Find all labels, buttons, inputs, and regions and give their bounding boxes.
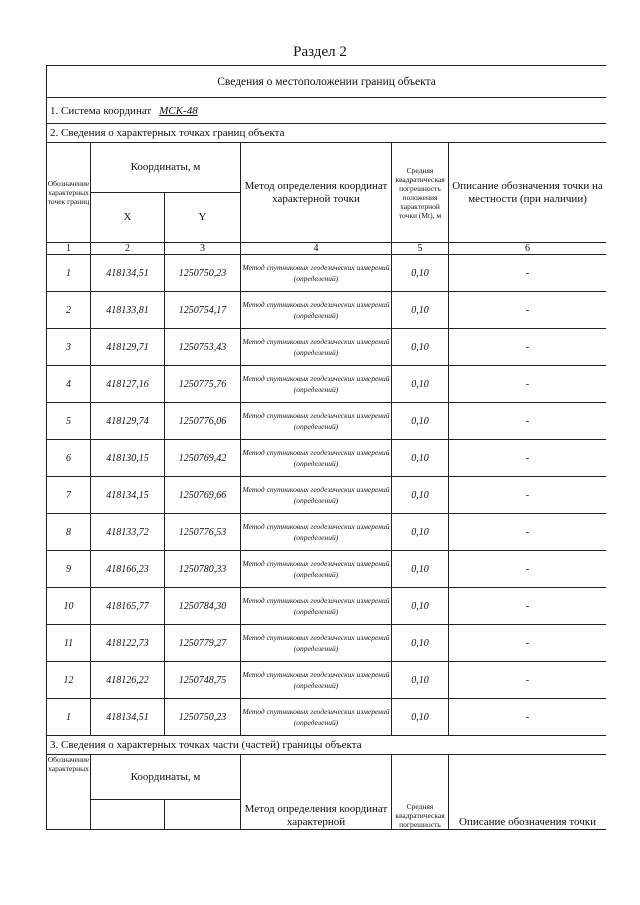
point-number: 5 bbox=[47, 403, 91, 440]
description: - bbox=[449, 662, 607, 699]
header2-point-id: Обозначение характерных bbox=[47, 755, 91, 830]
accuracy: 0,10 bbox=[392, 255, 449, 292]
accuracy: 0,10 bbox=[392, 588, 449, 625]
coord-y: 1250776,06 bbox=[165, 403, 241, 440]
accuracy: 0,10 bbox=[392, 366, 449, 403]
coord-x: 418134,15 bbox=[91, 477, 165, 514]
col-number: 5 bbox=[392, 243, 449, 255]
description: - bbox=[449, 255, 607, 292]
header2-accuracy: Средняя квадратическая погрешность bbox=[392, 755, 449, 830]
parts-section-title: 3. Сведения о характерных точках части (частей) границы объекта bbox=[47, 736, 607, 755]
point-number: 8 bbox=[47, 514, 91, 551]
table-row bbox=[47, 366, 607, 403]
point-number: 2 bbox=[47, 292, 91, 329]
coord-x: 418126,22 bbox=[91, 662, 165, 699]
header-accuracy: Средняя квадратическая погрешность положения характерной точки (Mt), м bbox=[392, 143, 449, 243]
accuracy: 0,10 bbox=[392, 329, 449, 366]
header-x: X bbox=[91, 193, 165, 243]
header-point-id: Обозначение характерных точек границ bbox=[47, 143, 91, 243]
coord-y: 1250775,76 bbox=[165, 366, 241, 403]
table-row bbox=[47, 440, 607, 477]
accuracy: 0,10 bbox=[392, 625, 449, 662]
point-number: 11 bbox=[47, 625, 91, 662]
coord-x: 418134,51 bbox=[91, 255, 165, 292]
description: - bbox=[449, 292, 607, 329]
point-number: 12 bbox=[47, 662, 91, 699]
coord-x: 418134,51 bbox=[91, 699, 165, 736]
table-row bbox=[47, 514, 607, 551]
coord-y: 1250776,53 bbox=[165, 514, 241, 551]
table-row bbox=[47, 551, 607, 588]
accuracy: 0,10 bbox=[392, 477, 449, 514]
description: - bbox=[449, 514, 607, 551]
page-title: Раздел 2 bbox=[293, 44, 347, 60]
method: Метод спутниковых геодезических измерений (определений) bbox=[241, 292, 392, 329]
coord-y: 1250769,42 bbox=[165, 440, 241, 477]
coord-system-label: 1. Система координат bbox=[50, 104, 152, 117]
table-row bbox=[47, 588, 607, 625]
col-number: 6 bbox=[449, 243, 607, 255]
col-number: 1 bbox=[47, 243, 91, 255]
coord-y: 1250748,75 bbox=[165, 662, 241, 699]
coord-x: 418133,72 bbox=[91, 514, 165, 551]
coord-y: 1250750,23 bbox=[165, 699, 241, 736]
coord-y: 1250750,23 bbox=[165, 255, 241, 292]
table-row bbox=[47, 625, 607, 662]
table-row bbox=[47, 662, 607, 699]
point-number: 3 bbox=[47, 329, 91, 366]
method: Метод спутниковых геодезических измерений (определений) bbox=[241, 440, 392, 477]
coord-x: 418133,81 bbox=[91, 292, 165, 329]
section-title: Сведения о местоположении границ объекта bbox=[47, 66, 607, 98]
table-row bbox=[47, 329, 607, 366]
accuracy: 0,10 bbox=[392, 551, 449, 588]
point-number: 10 bbox=[47, 588, 91, 625]
method: Метод спутниковых геодезических измерений (определений) bbox=[241, 366, 392, 403]
document-sheet bbox=[46, 65, 606, 845]
point-number: 4 bbox=[47, 366, 91, 403]
description: - bbox=[449, 699, 607, 736]
accuracy: 0,10 bbox=[392, 662, 449, 699]
description: - bbox=[449, 588, 607, 625]
coord-system-row bbox=[47, 98, 607, 124]
description: - bbox=[449, 477, 607, 514]
table-row bbox=[47, 699, 607, 736]
boundary-table bbox=[46, 65, 606, 830]
point-number: 7 bbox=[47, 477, 91, 514]
coord-y: 1250754,17 bbox=[165, 292, 241, 329]
header-method: Метод определения координат характерной точки bbox=[241, 143, 392, 243]
description: - bbox=[449, 625, 607, 662]
point-number: 1 bbox=[47, 699, 91, 736]
point-number: 6 bbox=[47, 440, 91, 477]
description: - bbox=[449, 366, 607, 403]
table-row bbox=[47, 477, 607, 514]
accuracy: 0,10 bbox=[392, 292, 449, 329]
accuracy: 0,10 bbox=[392, 440, 449, 477]
coord-x: 418130,15 bbox=[91, 440, 165, 477]
method: Метод спутниковых геодезических измерений (определений) bbox=[241, 477, 392, 514]
method: Метод спутниковых геодезических измерений (определений) bbox=[241, 255, 392, 292]
coord-x: 418166,23 bbox=[91, 551, 165, 588]
description: - bbox=[449, 440, 607, 477]
table-row bbox=[47, 403, 607, 440]
description: - bbox=[449, 329, 607, 366]
col-number: 2 bbox=[91, 243, 165, 255]
method: Метод спутниковых геодезических измерений (определений) bbox=[241, 588, 392, 625]
table-row bbox=[47, 292, 607, 329]
accuracy: 0,10 bbox=[392, 514, 449, 551]
coord-y: 1250753,43 bbox=[165, 329, 241, 366]
method: Метод спутниковых геодезических измерений (определений) bbox=[241, 514, 392, 551]
header-description: Описание обозначения точки на местности (при наличии) bbox=[449, 143, 607, 243]
coord-y: 1250769,66 bbox=[165, 477, 241, 514]
header2-coords: Координаты, м bbox=[91, 755, 241, 800]
table-row bbox=[47, 255, 607, 292]
description: - bbox=[449, 403, 607, 440]
header2-method: Метод определения координат характерной bbox=[241, 755, 392, 830]
coord-x: 418129,74 bbox=[91, 403, 165, 440]
header2-description: Описание обозначения точки bbox=[449, 755, 607, 830]
coord-y: 1250780,33 bbox=[165, 551, 241, 588]
method: Метод спутниковых геодезических измерений (определений) bbox=[241, 699, 392, 736]
method: Метод спутниковых геодезических измерений (определений) bbox=[241, 625, 392, 662]
coord-y: 1250784,30 bbox=[165, 588, 241, 625]
method: Метод спутниковых геодезических измерений (определений) bbox=[241, 403, 392, 440]
header2-x bbox=[91, 800, 165, 830]
method: Метод спутниковых геодезических измерений (определений) bbox=[241, 662, 392, 699]
accuracy: 0,10 bbox=[392, 403, 449, 440]
method: Метод спутниковых геодезических измерений (определений) bbox=[241, 551, 392, 588]
coord-x: 418165,77 bbox=[91, 588, 165, 625]
coord-system-value: МСК-48 bbox=[159, 104, 198, 117]
coord-x: 418129,71 bbox=[91, 329, 165, 366]
col-number: 4 bbox=[241, 243, 392, 255]
accuracy: 0,10 bbox=[392, 699, 449, 736]
coord-x: 418122,73 bbox=[91, 625, 165, 662]
point-number: 1 bbox=[47, 255, 91, 292]
coord-y: 1250779,27 bbox=[165, 625, 241, 662]
description: - bbox=[449, 551, 607, 588]
header2-y bbox=[165, 800, 241, 830]
header-y: Y bbox=[165, 193, 241, 243]
col-number: 3 bbox=[165, 243, 241, 255]
header-coords: Координаты, м bbox=[91, 143, 241, 193]
coord-x: 418127,16 bbox=[91, 366, 165, 403]
method: Метод спутниковых геодезических измерений (определений) bbox=[241, 329, 392, 366]
points-section-title: 2. Сведения о характерных точках границ объекта bbox=[47, 124, 607, 143]
point-number: 9 bbox=[47, 551, 91, 588]
